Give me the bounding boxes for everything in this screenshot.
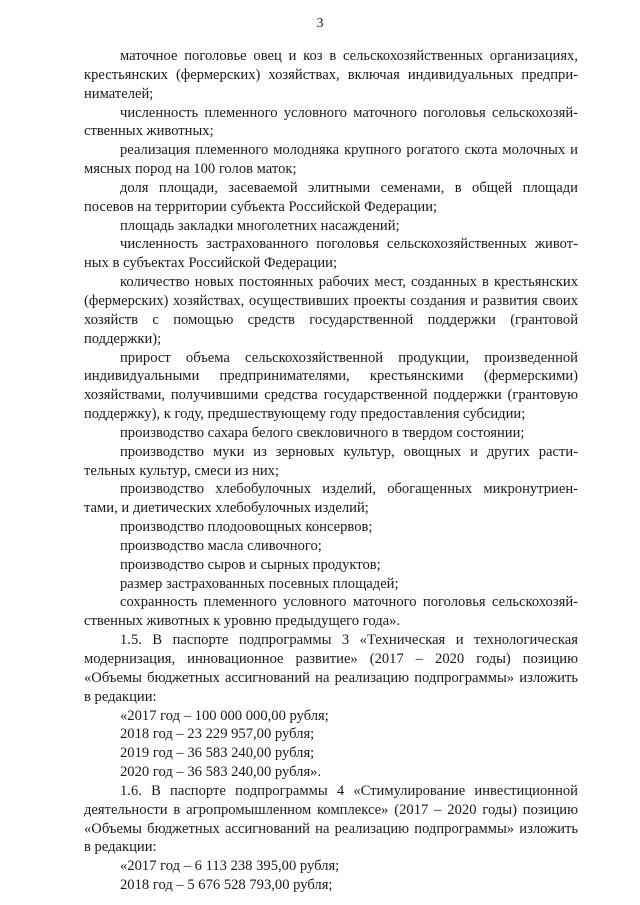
paragraph: прирост объема сельскохозяйственной продукции, произведенной индивидуальными предпринимателями, крестьянскими (фермерскими) хозяйствами, получившими средства государственной поддержки (грантовую поддержку), к году, предшествующему году предоставления субсидии; [84,349,578,423]
paragraph: 2018 год – 5 676 528 793,00 рубля; [120,877,333,894]
document-body [84,47,578,895]
paragraph: сохранность племенного условного маточного поголовья сельскохозяй-ственных животных к уровню предыдущего года». [84,594,578,630]
paragraph: производство сыров и сырных продуктов; [120,556,381,573]
paragraph: размер застрахованных посевных площадей; [120,575,399,592]
paragraph: 2020 год – 36 583 240,00 рубля». [120,764,322,781]
paragraph: производство сахара белого свекловичного в твердом состоянии; [120,424,525,441]
paragraph: количество новых постоянных рабочих мест, созданных в крестьянских (фермерских) хозяйствах, осуществивших проекты создания и развития своих хозяйств с помощью средств государственной поддержки (грантовой поддержки); [84,274,578,347]
paragraph: «2017 год – 6 113 238 395,00 рубля; [120,858,340,875]
paragraph: площадь закладки многолетних насаждений; [120,217,400,234]
paragraph: «2017 год – 100 000 000,00 рубля; [120,707,329,724]
paragraph: производство масла сливочного; [120,537,322,554]
paragraph: численность племенного условного маточного поголовья сельскохозяй-ственных животных; [84,104,578,140]
paragraph: доля площади, засеваемой элитными семенами, в общей площади посевов на территории субъекта Российской Федерации; [84,179,578,215]
paragraph: 1.5. В паспорте подпрограммы 3 «Техническая и технологическая модернизация, инновационное развитие» (2017 – 2020 годы) позицию «Объемы бюджетных ассигнований на реализацию подпрограммы» изложить в редакции: [84,632,578,705]
paragraph: производство плодоовощных консервов; [120,519,373,536]
paragraph: маточное поголовье овец и коз в сельскохозяйственных организациях, крестьянских (фермерских) хозяйствах, включая индивидуальных предпри-нимателей; [84,48,578,102]
paragraph: 2019 год – 36 583 240,00 рубля; [120,745,315,762]
paragraph: 2018 год – 23 229 957,00 рубля; [120,726,315,743]
paragraph: 1.6. В паспорте подпрограммы 4 «Стимулирование инвестиционной деятельности в агропромышленном комплексе» (2017 – 2020 годы) позицию «Объемы бюджетных ассигнований на реализацию подпрограммы» изложить в редакции: [84,782,578,856]
paragraph: производство хлебобулочных изделий, обогащенных микронутриен-тами, и диетических хлебобулочных изделий; [84,481,578,517]
paragraph: реализация племенного молодняка крупного рогатого скота молочных и мясных пород на 100 голов маток; [84,142,578,178]
page-number: 3 [316,16,324,31]
paragraph: численность застрахованного поголовья сельскохозяйственных живот-ных в субъектах Российской Федерации; [84,236,578,272]
paragraph: производство муки из зерновых культур, овощных и других расти-тельных культур, смеси из них; [84,443,578,479]
